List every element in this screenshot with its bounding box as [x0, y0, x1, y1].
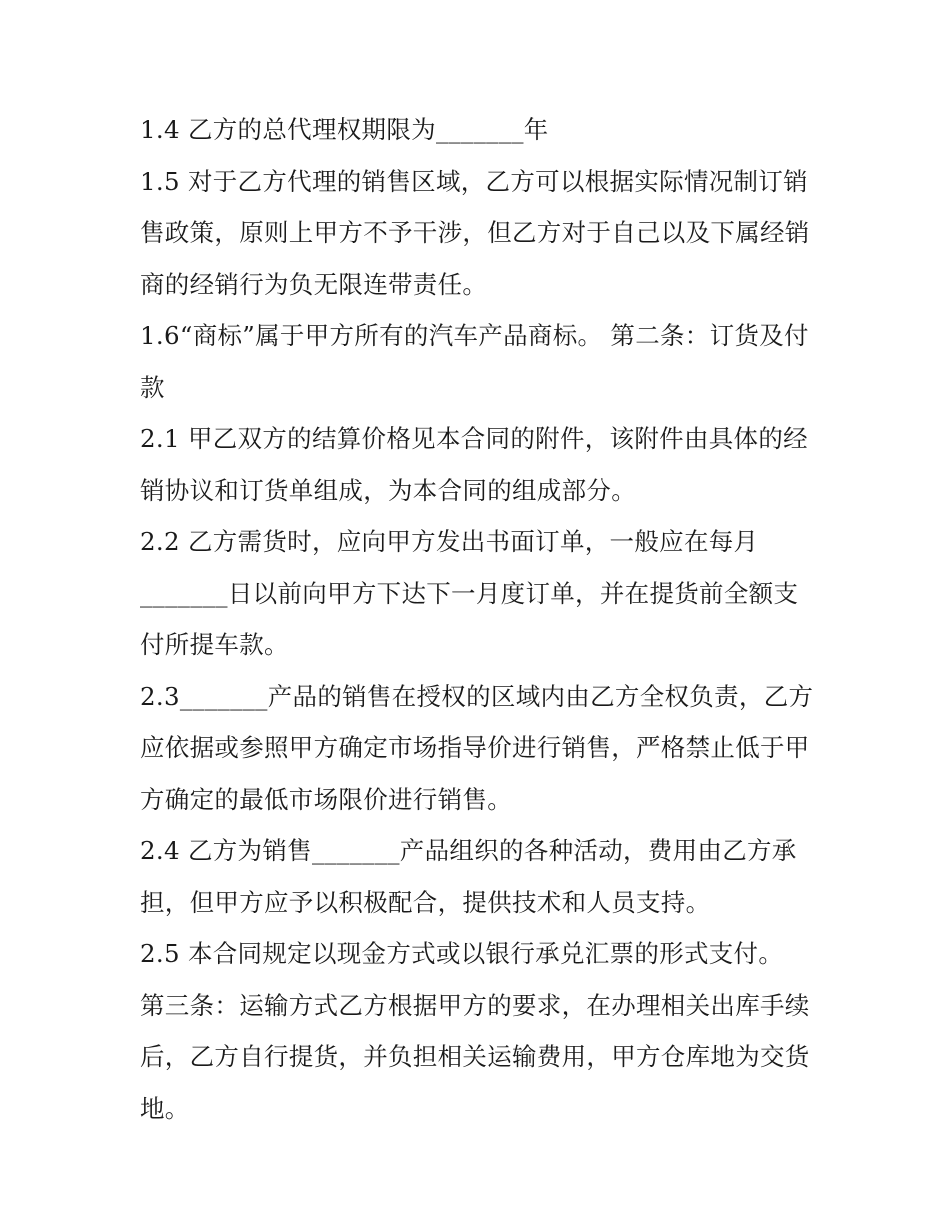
- text-line-2-4-b: 担，但甲方应予以积极配合，提供技术和人员支持。: [140, 887, 711, 917]
- text-line-2-3-c: 方确定的最低市场限价进行销售。: [140, 784, 512, 814]
- text-line-2-2-c: 付所提车款。: [140, 630, 289, 659]
- text-line-1-5-c: 商的经销行为负无限连带责任。: [140, 269, 488, 299]
- text-line-1-4: 1.4 乙方的总代理权期限为_______年: [140, 115, 549, 144]
- text-line-2-2-b: _______日以前向甲方下达下一月度订单，并在提货前全额支: [140, 578, 799, 608]
- text-line-3-a: 第三条：运输方式乙方根据甲方的要求，在办理相关出库手续: [140, 990, 810, 1020]
- text-line-2-2-a: 2.2 乙方需货时，应向甲方发出书面订单，一般应在每月: [140, 527, 759, 556]
- text-line-1-6-a: 1.6“商标”属于甲方所有的汽车产品商标。 第二条：订货及付: [140, 321, 809, 350]
- text-line-2-3-b: 应依据或参照甲方确定市场指导价进行销售，严格禁止低于甲: [140, 733, 810, 762]
- text-line-2-4-a: 2.4 乙方为销售_______产品组织的各种活动，费用由乙方承: [140, 836, 797, 865]
- text-line-3-c: 地。: [140, 1093, 190, 1123]
- text-line-1-5-a: 1.5 对于乙方代理的销售区域，乙方可以根据实际情况制订销: [140, 166, 808, 196]
- text-line-2-1-b: 销协议和订货单组成，为本合同的组成部分。: [140, 475, 636, 505]
- text-line-2-3-a: 2.3_______产品的销售在授权的区域内由乙方全权负责，乙方: [140, 681, 814, 711]
- text-line-1-6-b: 款: [140, 372, 165, 402]
- text-line-3-b: 后，乙方自行提货，并负担相关运输费用，甲方仓库地为交货: [140, 1042, 810, 1071]
- text-line-2-5: 2.5 本合同规定以现金方式或以银行承兑汇票的形式支付。: [140, 939, 784, 968]
- text-line-1-5-b: 售政策，原则上甲方不予干涉，但乙方对于自己以及下属经销: [140, 218, 810, 247]
- text-line-2-1-a: 2.1 甲乙双方的结算价格见本合同的附件，该附件由具体的经: [140, 424, 808, 453]
- document-page: [140, 104, 820, 1134]
